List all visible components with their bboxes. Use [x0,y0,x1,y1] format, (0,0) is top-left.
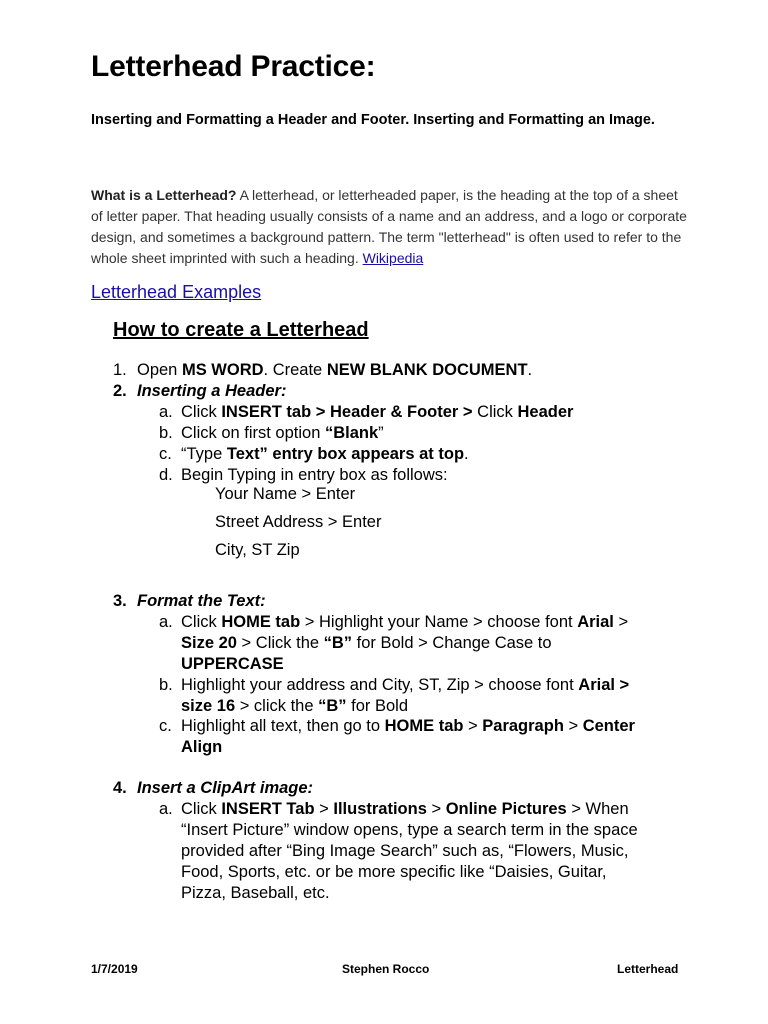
sub-text: > [314,800,334,818]
sub-bold: INSERT tab > Header & Footer > [221,403,473,421]
step-2 [113,381,286,402]
sub-text: > Click the [236,634,324,652]
letterhead-examples-link[interactable]: Letterhead Examples [91,282,262,302]
howto-heading: How to create a Letterhead [113,319,369,341]
sub-text: “Insert Picture” window opens, type a search term in the space [181,821,638,839]
sub-text: > Highlight your Name > choose font [300,613,578,631]
step-heading: Insert a ClipArt image: [137,779,314,797]
sub-letter: a. [159,613,173,631]
sub-text: > [563,717,583,735]
sub-bold: Text” entry box appears at top [226,445,465,463]
sub-letter: c. [159,717,172,735]
sub-bold: HOME tab [384,717,464,735]
sub-bold: HOME tab [221,613,301,631]
sub-bold: Arial [577,613,614,631]
intro-term: What is a Letterhead? [91,187,237,203]
entry-line-address: Street Address > Enter [215,513,382,531]
step-heading: Inserting a Header: [137,382,287,400]
intro-paragraph [91,185,691,269]
sub-text: Begin Typing in entry box as follows: [181,466,448,484]
page-title: Letterhead Practice: [91,50,376,83]
sub-bold: Arial > [578,676,630,694]
sub-bold: Align [181,738,223,756]
sub-text: ” [378,424,384,442]
wikipedia-link[interactable]: Wikipedia [362,250,424,266]
sub-letter: b. [159,424,173,442]
page-subtitle: Inserting and Formatting a Header and Footer. Inserting and Formatting an Image. [91,112,655,128]
footer-date: 1/7/2019 [91,962,138,976]
footer-author: Stephen Rocco [342,962,430,976]
sub-bold: Illustrations [333,800,427,818]
sub-text: Food, Sports, etc. or be more specific like “Daisies, Guitar, [181,863,607,881]
sub-text: > When [566,800,629,818]
step-4-a [159,799,679,904]
sub-bold: Online Pictures [445,800,567,818]
sub-bold: UPPERCASE [181,655,284,673]
step-3-b [159,675,679,717]
sub-text: Highlight all text, then go to [181,717,385,735]
sub-text: > [613,613,629,631]
step-bold: MS WORD [181,361,264,379]
sub-text: Highlight your address and City, ST, Zip > choose font [181,676,579,694]
step-bold: NEW BLANK DOCUMENT [326,361,528,379]
step-heading: Format the Text: [137,592,266,610]
step-3 [113,591,266,612]
step-3-a [159,612,679,675]
sub-bold: “B” [318,697,347,715]
sub-text: Pizza, Baseball, etc. [181,884,330,902]
step-2-d [159,465,679,486]
sub-letter: d. [159,466,173,484]
sub-text: . [464,445,469,463]
sub-text: > click the [235,697,319,715]
sub-bold: Center [582,717,635,735]
step-2-b [159,423,679,444]
sub-letter: a. [159,403,173,421]
sub-letter: b. [159,676,173,694]
sub-text: Click [472,403,518,421]
intro-text: A letterhead, or letterheaded paper, is the heading at the top of a sheet of letter paper. That heading usually consists of a name and an address, and a logo or corporate design, and sometimes a background pattern. The term "letterhead" is often used to refer to the whole sheet imprinted with such a heading. [91,187,687,266]
sub-bold: “B” [323,634,353,652]
sub-text: for Bold > Change Case to [352,634,552,652]
footer-label: Letterhead [617,962,679,976]
sub-text: Click [181,403,222,421]
step-2-c [159,444,679,465]
entry-line-name: Your Name > Enter [215,485,356,503]
sub-bold: INSERT Tab [221,800,315,818]
sub-text: provided after “Bing Image Search” such as, “Flowers, Music, [181,842,629,860]
sub-text: Click on first option [181,424,325,442]
step-1 [113,360,532,381]
entry-line-city: City, ST Zip [215,541,300,559]
sub-text: > [426,800,446,818]
step-text: . Create [263,361,327,379]
sub-text: Click [181,800,222,818]
sub-bold: Header [517,403,574,421]
sub-bold: Paragraph [482,717,564,735]
step-3-c [159,716,679,758]
step-number: 3. [113,592,127,610]
step-number: 2. [113,382,127,400]
sub-text: “Type [181,445,227,463]
sub-text: for Bold [346,697,408,715]
step-text: . [527,361,533,379]
step-4 [113,778,313,799]
step-number: 1. [113,361,127,379]
sub-text: > [463,717,483,735]
sub-bold: “Blank [324,424,379,442]
step-number: 4. [113,779,127,797]
sub-text: Click [181,613,222,631]
sub-letter: a. [159,800,173,818]
sub-bold: size 16 [181,697,236,715]
sub-letter: c. [159,445,172,463]
step-2-a [159,402,679,423]
step-text: Open [137,361,182,379]
sub-bold: Size 20 [181,634,237,652]
